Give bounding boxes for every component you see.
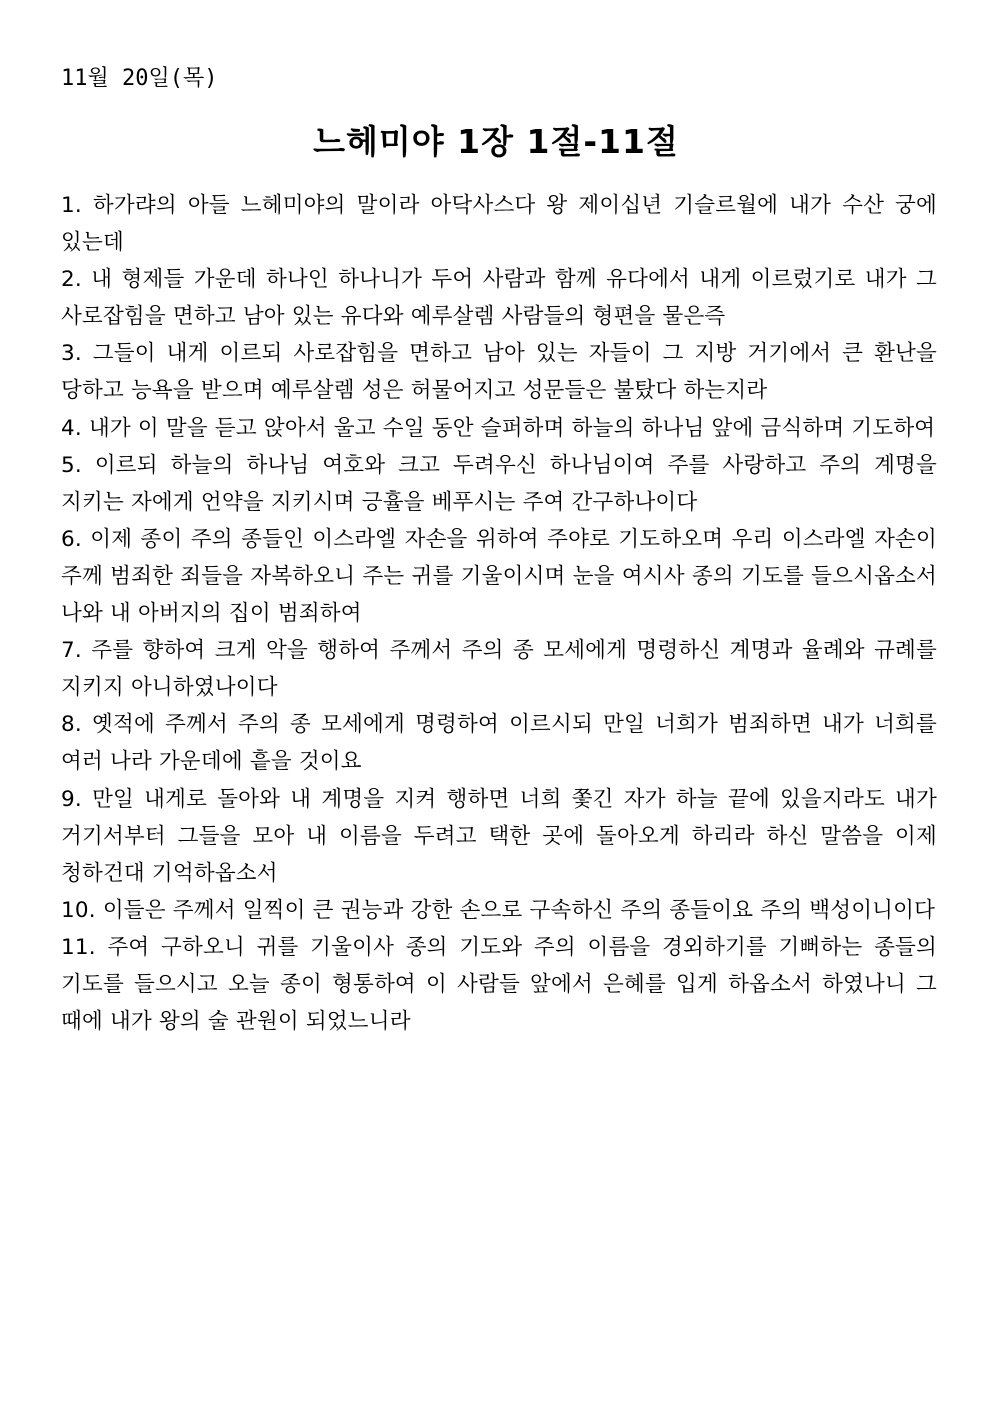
page-title: 느헤미야 1장 1절-11절 [313, 122, 679, 161]
verse-8: 8. 옛적에 주께서 주의 종 모세에게 명령하여 이르시되 만일 너희가 범죄하면 내가 너희를 여러 나라 가운데에 흩을 것이요 [61, 712, 937, 775]
date-heading: 11월 20일(목) [61, 66, 218, 91]
verse-9: 9. 만일 내게로 돌아와 내 계명을 지켜 행하면 너희 쫓긴 자가 하늘 끝에 있을지라도 내가 거기서부터 그들을 모아 내 이름을 두려고 택한 곳에 돌아오게 하리라 하신 말씀을 이제 청하건대 기억하옵소서 [61, 786, 937, 886]
verse-11: 11. 주여 구하오니 귀를 기울이사 종의 기도와 주의 이름을 경외하기를 기뻐하는 종들의 기도를 들으시고 오늘 종이 형통하여 이 사람들 앞에서 은혜를 입게 하옵소서 하였나니 그 때에 내가 왕의 술 관원이 되었느니라 [61, 934, 937, 1035]
verse-6: 6. 이제 종이 주의 종들인 이스라엘 자손을 위하여 주야로 기도하오며 우리 이스라엘 자손이 주께 범죄한 죄들을 자복하오니 주는 귀를 기울이시며 눈을 여시사 종의 기도를 들으시옵소서 나와 내 아버지의 집이 범죄하여 [61, 526, 937, 627]
verse-10: 10. 이들은 주께서 일찍이 큰 권능과 강한 손으로 구속하신 주의 종들이요 주의 백성이니이다 [61, 897, 936, 923]
verse-3: 3. 그들이 내게 이르되 사로잡힘을 면하고 남아 있는 자들이 그 지방 거기에서 큰 환난을 당하고 능욕을 받으며 예루살렘 성은 허물어지고 성문들은 불탔다 하는지라 [61, 341, 937, 404]
verse-5: 5. 이르되 하늘의 하나님 여호와 크고 두려우신 하나님이여 주를 사랑하고 주의 계명을 지키는 자에게 언약을 지키시며 긍휼을 베푸시는 주여 간구하나이다 [61, 452, 937, 515]
verse-list [61, 187, 937, 1040]
verse-1: 1. 하가랴의 아들 느헤미야의 말이라 아닥사스다 왕 제이십년 기슬르월에 내가 수산 궁에 있는데 [61, 193, 937, 256]
verse-2: 2. 내 형제들 가운데 하나인 하나니가 두어 사람과 함께 유다에서 내게 이르렀기로 내가 그 사로잡힘을 면하고 남아 있는 유다와 예루살렘 사람들의 형편을 물은즉 [61, 267, 937, 330]
verse-4: 4. 내가 이 말을 듣고 앉아서 울고 수일 동안 슬퍼하며 하늘의 하나님 앞에 금식하며 기도하여 [61, 415, 936, 441]
verse-7: 7. 주를 향하여 크게 악을 행하여 주께서 주의 종 모세에게 명령하신 계명과 율례와 규례를 지키지 아니하였나이다 [61, 638, 937, 701]
